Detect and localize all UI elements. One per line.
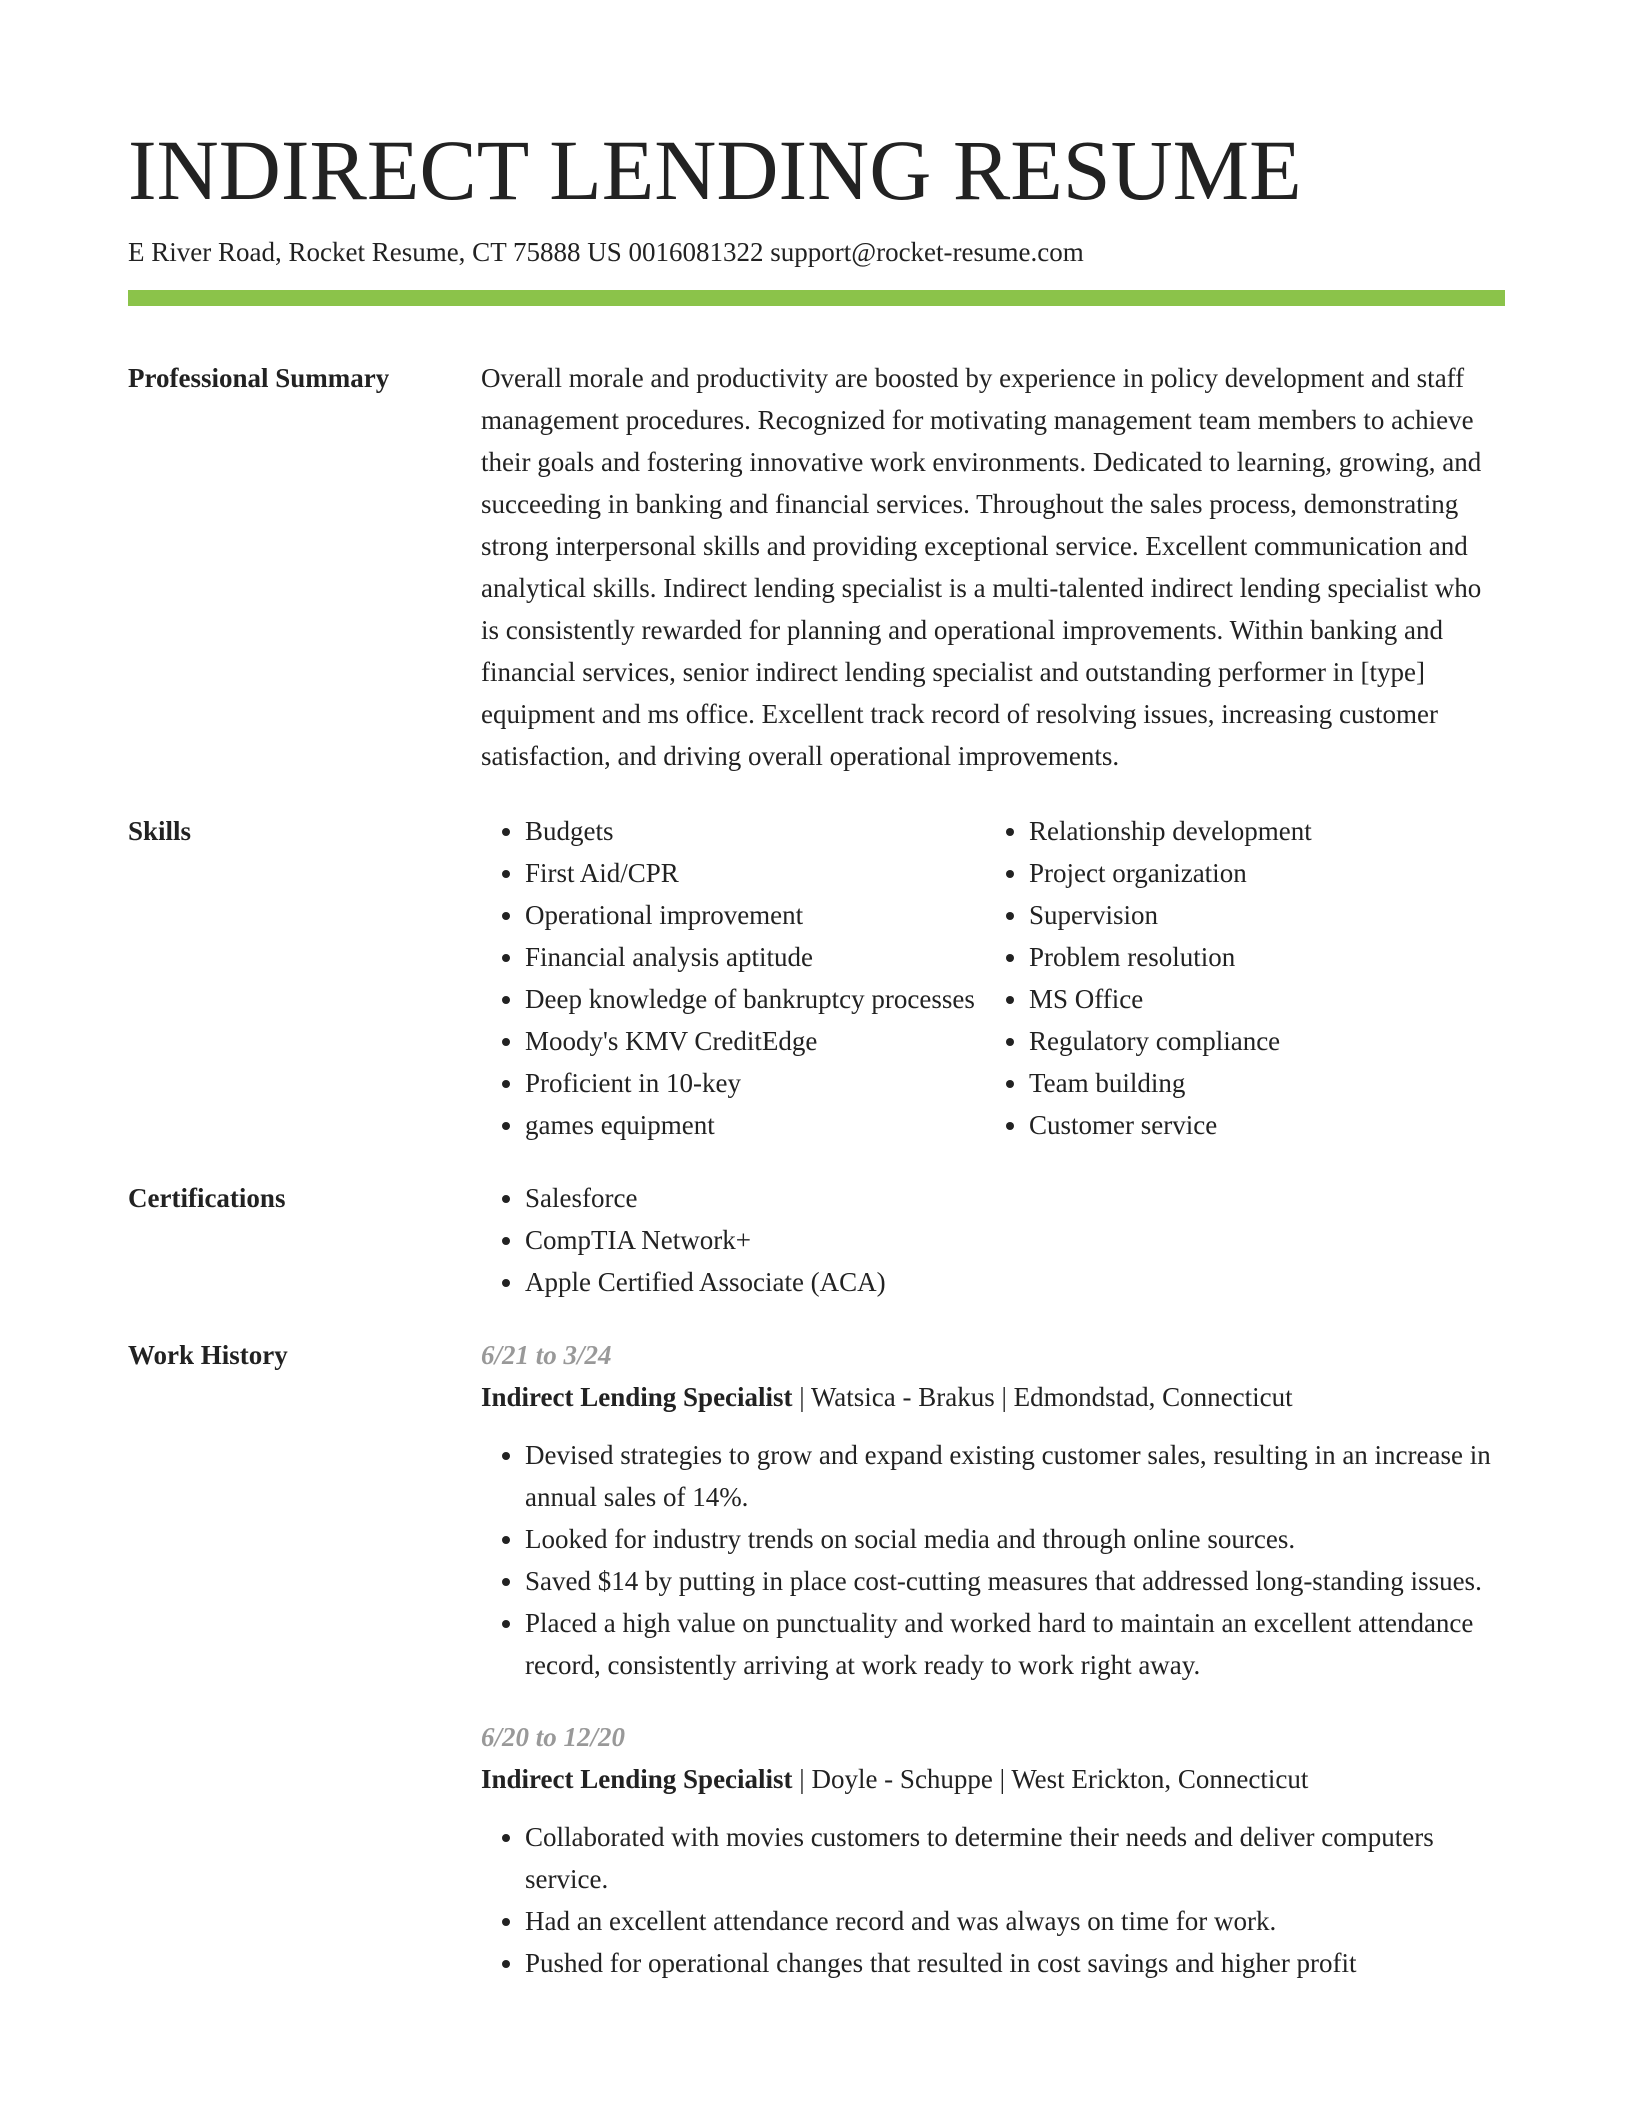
job-dates: 6/21 to 3/24 <box>481 1340 612 1370</box>
job-employer-location: | Watsica - Brakus | Edmondstad, Connecticut <box>792 1382 1293 1412</box>
job-bullets <box>481 1434 1504 1686</box>
work-history-section <box>128 1334 1504 1984</box>
header-divider <box>128 290 1505 306</box>
work-history-body <box>481 1334 1504 1984</box>
list-item: • Team building <box>1029 1062 1489 1104</box>
list-item: • Proficient in 10-key <box>525 1062 985 1104</box>
list-item: • Placed a high value on punctuality and worked hard to maintain an excellent attendance record, consistently arriving at work ready to work right away. <box>525 1602 1504 1686</box>
contact-line: E River Road, Rocket Resume, CT 75888 US 0016081322 support@rocket-resume.com <box>128 237 1084 267</box>
skills-list-left <box>481 810 985 1146</box>
list-item: • Customer service <box>1029 1104 1489 1146</box>
skills-columns <box>481 810 1504 1146</box>
certifications-list <box>481 1177 1504 1303</box>
list-item: • Budgets <box>525 810 985 852</box>
summary-label: Professional Summary <box>128 363 390 393</box>
summary-text: Overall morale and productivity are boosted by experience in policy development and staff management procedures. Recognized for motivating management team members to achieve their goals and fostering innovative work environments. Dedicated to learning, growing, and succeeding in banking and financial services. Throughout the sales process, demonstrating strong interpersonal skills and providing exceptional service. Excellent communication and analytical skills. Indirect lending specialist is a multi-talented indirect lending specialist who is consistently rewarded for planning and operational improvements. Within banking and financial services, senior indirect lending specialist and outstanding performer in [type] equipment and ms office. Excellent track record of resolving issues, increasing customer satisfaction, and driving overall operational improvements. <box>481 363 1482 771</box>
job-entry <box>481 1334 1504 1686</box>
skills-label: Skills <box>128 816 192 846</box>
list-item: • Collaborated with movies customers to determine their needs and deliver computers service. <box>525 1816 1504 1900</box>
work-history-label: Work History <box>128 1340 288 1370</box>
list-item: • Project organization <box>1029 852 1489 894</box>
job-dates: 6/20 to 12/20 <box>481 1722 626 1752</box>
list-item: • Pushed for operational changes that resulted in cost savings and higher profit <box>525 1942 1504 1984</box>
job-employer-location: | Doyle - Schuppe | West Erickton, Connecticut <box>792 1764 1309 1794</box>
list-item: • games equipment <box>525 1104 985 1146</box>
job-entry <box>481 1716 1504 1984</box>
list-item: • MS Office <box>1029 978 1489 1020</box>
job-heading <box>481 1376 1504 1418</box>
skills-column-left <box>481 810 985 1146</box>
list-item: • Operational improvement <box>525 894 985 936</box>
list-item: • Problem resolution <box>1029 936 1489 978</box>
list-item: • Had an excellent attendance record and was always on time for work. <box>525 1900 1504 1942</box>
job-title: Indirect Lending Specialist <box>481 1764 793 1794</box>
summary-section <box>128 357 1504 777</box>
list-item: • CompTIA Network+ <box>525 1219 1504 1261</box>
list-item: • Supervision <box>1029 894 1489 936</box>
job-title: Indirect Lending Specialist <box>481 1382 793 1412</box>
list-item: • Relationship development <box>1029 810 1489 852</box>
certifications-section <box>128 1177 1504 1303</box>
list-item: • Regulatory compliance <box>1029 1020 1489 1062</box>
list-item: • Moody's KMV CreditEdge <box>525 1020 985 1062</box>
page-title: INDIRECT LENDING RESUME <box>128 122 1302 218</box>
skills-list-right <box>985 810 1489 1146</box>
list-item: • Saved $14 by putting in place cost-cutting measures that addressed long-standing issues. <box>525 1560 1504 1602</box>
certifications-body <box>481 1177 1504 1303</box>
list-item: • Looked for industry trends on social media and through online sources. <box>525 1518 1504 1560</box>
list-item: • First Aid/CPR <box>525 852 985 894</box>
job-heading <box>481 1758 1504 1800</box>
list-item: • Salesforce <box>525 1177 1504 1219</box>
list-item: • Deep knowledge of bankruptcy processes <box>525 978 985 1020</box>
skills-column-right <box>985 810 1489 1146</box>
list-item: • Devised strategies to grow and expand existing customer sales, resulting in an increase in annual sales of 14%. <box>525 1434 1504 1518</box>
certifications-label: Certifications <box>128 1183 286 1213</box>
job-bullets <box>481 1816 1504 1984</box>
list-item: • Apple Certified Associate (ACA) <box>525 1261 1504 1303</box>
list-item: • Financial analysis aptitude <box>525 936 985 978</box>
skills-section <box>128 810 1504 1146</box>
